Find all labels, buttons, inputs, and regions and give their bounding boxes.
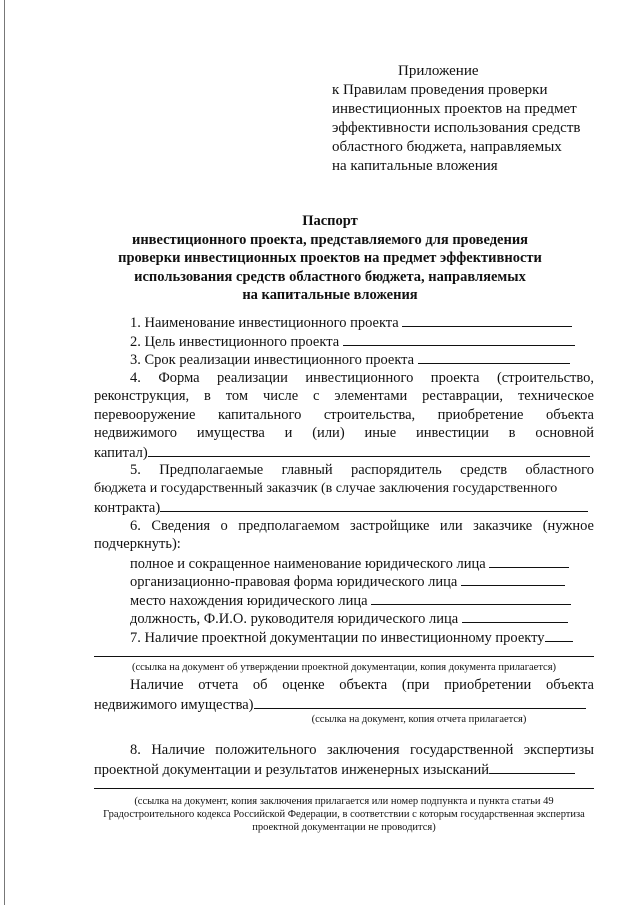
- item-5-line: бюджета и государственный заказчик (в случае заключения государственного: [94, 480, 558, 496]
- item-6d: [94, 609, 594, 628]
- item-8-caption-line: проектной документации не проводится): [252, 822, 436, 833]
- item-3: [94, 350, 594, 369]
- item-6c: [94, 591, 594, 610]
- item-7: [94, 628, 594, 647]
- item-6a-label: полное и сокращенное наименование юридического лица: [130, 555, 486, 572]
- item-6a: [94, 554, 594, 573]
- item-5-last: [94, 498, 594, 517]
- valuation-field[interactable]: [254, 695, 586, 709]
- form-items: [94, 313, 594, 674]
- item-8-caption-line: (ссылка на документ, копия заключения прилагается или номер подпункта и пункта статьи 49: [134, 796, 554, 807]
- valuation-caption: (ссылка на документ, копия отчета прилагается): [311, 714, 527, 725]
- item-8-field[interactable]: [489, 760, 575, 774]
- item-6d-label: должность, Ф.И.О. руководителя юридического лица: [130, 611, 459, 627]
- appendix-line: областного бюджета, направляемых: [332, 139, 562, 155]
- item-6c-field[interactable]: [371, 591, 571, 605]
- title-line: использования средств областного бюджета, направляемых: [134, 268, 526, 285]
- item-8-caption: [94, 795, 594, 834]
- valuation-last: [94, 695, 594, 714]
- item-4-last: [94, 443, 594, 462]
- item-4-field[interactable]: [148, 443, 590, 457]
- item-2: [94, 332, 594, 351]
- item-4-line: недвижимого имущества и (или) иные инвестиции в основной: [94, 425, 594, 441]
- item-8-rule[interactable]: [94, 778, 594, 789]
- item-8-caption-line: Градостроительного кодекса Российской Федерации, в соответствии с которым государственная экспертиза: [103, 809, 585, 820]
- item-7-field[interactable]: [545, 628, 573, 642]
- item-1-field[interactable]: [402, 313, 572, 327]
- item-7-rule[interactable]: [94, 646, 594, 657]
- item-5-field[interactable]: [160, 498, 588, 512]
- item-4-line: перевооружение капитального строительства, приобретение объекта: [94, 406, 594, 423]
- item-1-label: 1. Наименование инвестиционного проекта: [130, 315, 399, 331]
- item-2-label: 2. Цель инвестиционного проекта: [130, 333, 340, 350]
- item-6-line: 6. Сведения о предполагаемом застройщике или заказчике (нужное: [130, 517, 594, 534]
- item-8-block: [94, 741, 594, 834]
- valuation-label: недвижимого имущества): [94, 696, 254, 713]
- title-main: Паспорт: [302, 213, 358, 229]
- item-6b: [94, 572, 594, 591]
- item-6c-label: место нахождения юридического лица: [130, 592, 368, 609]
- title-line: на капитальные вложения: [242, 287, 418, 303]
- valuation-line: Наличие отчета об оценке объекта (при приобретении объекта: [130, 677, 594, 693]
- item-6-line: подчеркнуть):: [94, 536, 181, 552]
- item-6a-field[interactable]: [489, 554, 569, 568]
- item-3-label: 3. Срок реализации инвестиционного проекта: [130, 352, 415, 368]
- appendix-block: [332, 62, 622, 176]
- item-7-label: 7. Наличие проектной документации по инвестиционному проекту: [130, 629, 545, 646]
- item-5-line: 5. Предполагаемые главный распорядитель средств областного: [130, 462, 594, 478]
- item-6d-field[interactable]: [462, 609, 568, 623]
- item-1: [94, 313, 594, 332]
- item-8-line: 8. Наличие положительного заключения государственной экспертизы: [130, 742, 594, 758]
- item-4-line: реконструкция, в том числе с элементами реставрации, техническое: [94, 388, 594, 404]
- item-8-last: [94, 760, 594, 779]
- item-2-field[interactable]: [343, 332, 575, 346]
- item-8-label: проектной документации и результатов инженерных изысканий: [94, 761, 490, 778]
- item-4-line: 4. Форма реализации инвестиционного проекта (строительство,: [130, 369, 594, 386]
- scan-edge-line: [4, 0, 5, 905]
- item-4-label: капитал): [94, 444, 148, 461]
- item-3-field[interactable]: [418, 350, 570, 364]
- title-line: проверки инвестиционных проектов на предмет эффективности: [118, 250, 542, 266]
- appendix-line: на капитальные вложения: [332, 158, 498, 174]
- document-title: [80, 212, 580, 305]
- title-line: инвестиционного проекта, представляемого для проведения: [131, 231, 529, 248]
- appendix-line: к Правилам проведения проверки: [332, 82, 548, 98]
- item-7-caption: (ссылка на документ об утверждении проектной документации, копия документа прилагается): [131, 662, 557, 673]
- item-6b-field[interactable]: [461, 572, 565, 586]
- appendix-line: эффективности использования средств: [332, 120, 581, 136]
- appendix-heading: Приложение: [398, 63, 479, 79]
- item-6b-label: организационно-правовая форма юридического лица: [130, 574, 458, 590]
- valuation-block: [94, 676, 594, 726]
- appendix-line: инвестиционных проектов на предмет: [332, 101, 577, 117]
- item-5-label: контракта): [94, 500, 161, 516]
